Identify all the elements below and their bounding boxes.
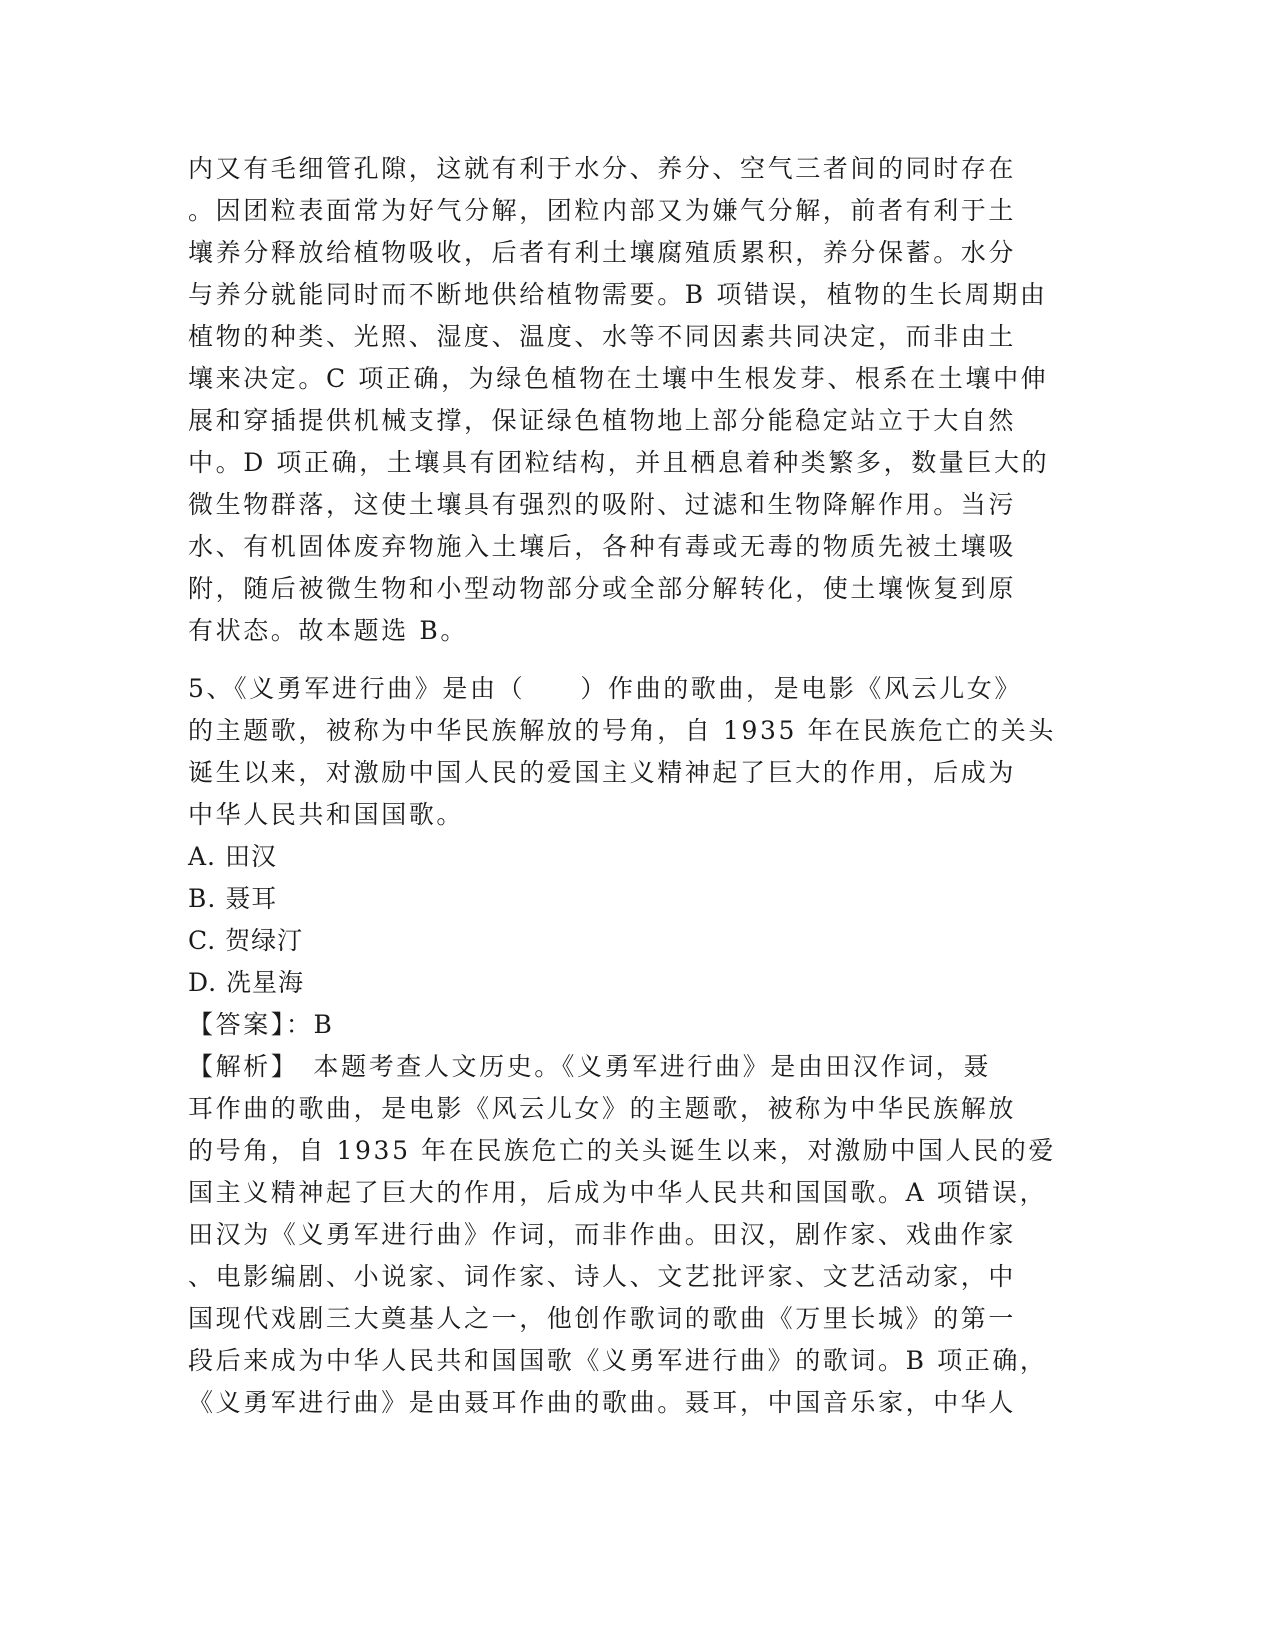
previous-explanation: [188, 148, 1088, 652]
option-d: D. 冼星海: [188, 968, 305, 997]
question-stem: [188, 668, 1088, 836]
stem-line: 5、《义勇军进行曲》是由（ ）作曲的歌曲，是电影《风云儿女》: [188, 674, 1023, 703]
text-line: 展和穿插提供机械支撑，保证绿色植物地上部分能稳定站立于大自然: [188, 406, 1017, 435]
text-line: 附，随后被微生物和小型动物部分或全部分解转化，使土壤恢复到原: [188, 574, 1017, 603]
text-line: 壤来决定。C 项正确，为绿色植物在土壤中生根发芽、根系在土壤中伸: [188, 364, 1049, 393]
explanation-line: 的号角，自 1935 年在民族危亡的关头诞生以来，对激励中国人民的爱: [188, 1136, 1056, 1165]
text-line: 微生物群落，这使土壤具有强烈的吸附、过滤和生物降解作用。当污: [188, 490, 1017, 519]
explanation-line: 田汉为《义勇军进行曲》作词，而非作曲。田汉，剧作家、戏曲作家: [188, 1220, 1017, 1249]
page-content: [188, 148, 1088, 1424]
explanation-line: 国现代戏剧三大奠基人之一，他创作歌词的歌曲《万里长城》的第一: [188, 1304, 1017, 1333]
answer-options: [188, 836, 1088, 1004]
text-line: 与养分就能同时而不断地供给植物需要。B 项错误，植物的生长周期由: [188, 280, 1048, 309]
option-a: A. 田汉: [188, 842, 277, 871]
stem-line: 中华人民共和国国歌。: [188, 800, 465, 829]
text-line: 植物的种类、光照、湿度、温度、水等不同因素共同决定，而非由土: [188, 322, 1017, 351]
text-line: 水、有机固体废弃物施入土壤后，各种有毒或无毒的物质先被土壤吸: [188, 532, 1017, 561]
text-line: 中。D 项正确，土壤具有团粒结构，并且栖息着种类繁多，数量巨大的: [188, 448, 1050, 477]
explanation-line: 段后来成为中华人民共和国国歌《义勇军进行曲》的歌词。B 项正确，: [188, 1346, 1048, 1375]
text-line: 。因团粒表面常为好气分解，团粒内部又为嫌气分解，前者有利于土: [188, 196, 1017, 225]
explanation-line: 耳作曲的歌曲，是电影《风云儿女》的主题歌，被称为中华民族解放: [188, 1094, 1017, 1123]
explanation-line: 【解析】 本题考查人文历史。《义勇军进行曲》是由田汉作词，聂: [188, 1052, 992, 1081]
answer-label: 【答案】：B: [188, 1010, 335, 1039]
option-b: B. 聂耳: [188, 884, 278, 913]
stem-line: 诞生以来，对激励中国人民的爱国主义精神起了巨大的作用，后成为: [188, 758, 1017, 787]
explanation-line: 、电影编剧、小说家、词作家、诗人、文艺批评家、文艺活动家，中: [188, 1262, 1017, 1291]
explanation-line: 国主义精神起了巨大的作用，后成为中华人民共和国国歌。A 项错误，: [188, 1178, 1048, 1207]
text-line: 有状态。故本题选 B。: [188, 616, 468, 645]
answer-explanation: [188, 1046, 1088, 1424]
option-c: C. 贺绿汀: [188, 926, 304, 955]
question-5: [188, 668, 1088, 1424]
spacer: [188, 652, 1088, 668]
text-line: 壤养分释放给植物吸收，后者有利土壤腐殖质累积，养分保蓄。水分: [188, 238, 1017, 267]
text-line: 内又有毛细管孔隙，这就有利于水分、养分、空气三者间的同时存在: [188, 154, 1017, 183]
stem-line: 的主题歌，被称为中华民族解放的号角，自 1935 年在民族危亡的关头: [188, 716, 1056, 745]
explanation-line: 《义勇军进行曲》是由聂耳作曲的歌曲。聂耳，中国音乐家，中华人: [188, 1388, 1017, 1417]
